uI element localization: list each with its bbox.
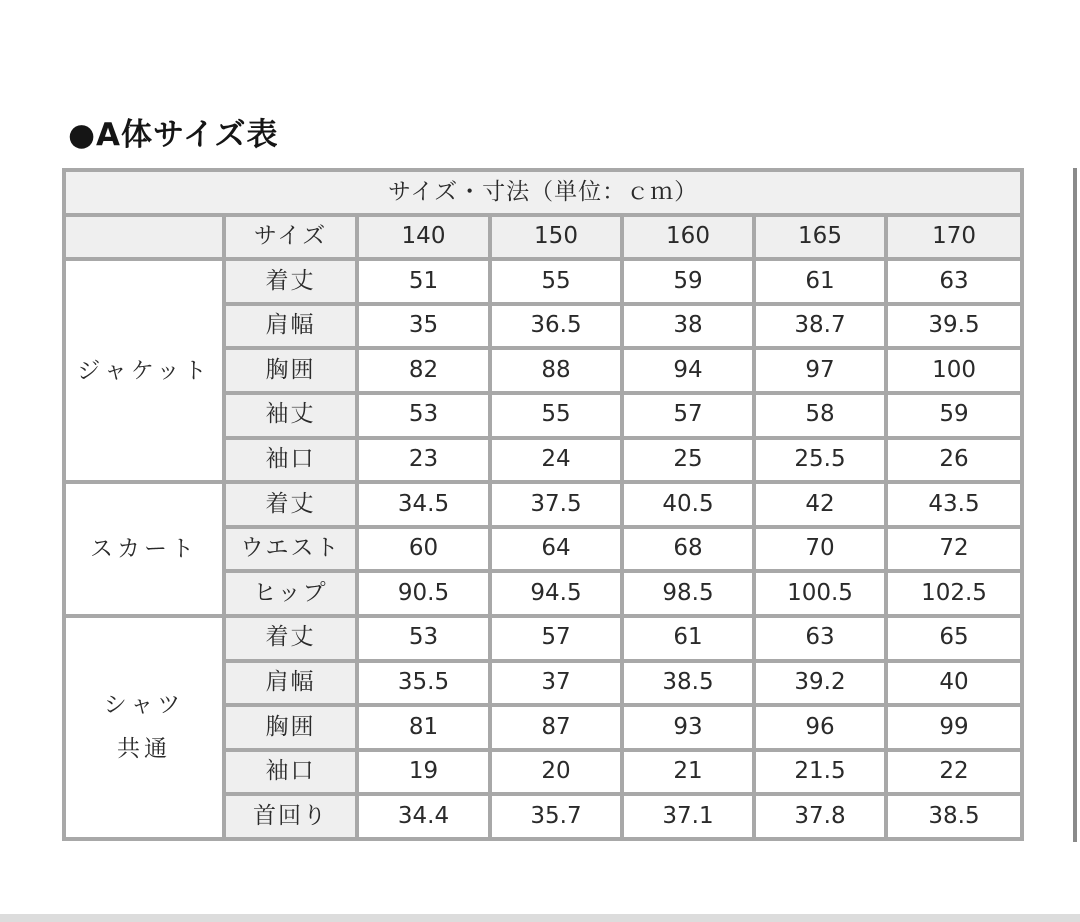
measurement-value: 24 (490, 438, 622, 483)
measurement-value: 63 (886, 259, 1022, 304)
measurement-value: 68 (622, 527, 754, 572)
measurement-value: 70 (754, 527, 886, 572)
measurement-value: 90.5 (357, 571, 490, 616)
measurement-label: 着丈 (224, 482, 357, 527)
measurement-value: 63 (754, 616, 886, 661)
header-corner-cell (64, 215, 224, 260)
measurement-value: 87 (490, 705, 622, 750)
measurement-value: 38.5 (622, 661, 754, 706)
measurement-value: 55 (490, 259, 622, 304)
measurement-value: 96 (754, 705, 886, 750)
group-label-shirt (64, 616, 224, 839)
measurement-label: 着丈 (224, 259, 357, 304)
measurement-value: 40.5 (622, 482, 754, 527)
measurement-value: 38.5 (886, 794, 1022, 839)
group-label-skirt (64, 482, 224, 616)
measurement-value: 53 (357, 616, 490, 661)
group-label-line: ジャケット (77, 357, 211, 384)
measurement-value: 100.5 (754, 571, 886, 616)
measurement-value: 100 (886, 348, 1022, 393)
measurement-value: 94.5 (490, 571, 622, 616)
measurement-value: 57 (622, 393, 754, 438)
measurement-label: 首回り (224, 794, 357, 839)
table-row (64, 482, 1022, 527)
measurement-value: 51 (357, 259, 490, 304)
measurement-value: 39.5 (886, 304, 1022, 349)
table-title-row (64, 170, 1022, 215)
group-label-jacket (64, 259, 224, 482)
measurement-value: 40 (886, 661, 1022, 706)
measurement-value: 37.8 (754, 794, 886, 839)
measurement-value: 99 (886, 705, 1022, 750)
measurement-value: 36.5 (490, 304, 622, 349)
measurement-value: 20 (490, 750, 622, 795)
measurement-value: 102.5 (886, 571, 1022, 616)
page-title: ●A体サイズ表 (68, 117, 279, 153)
measurement-value: 59 (886, 393, 1022, 438)
measurement-value: 64 (490, 527, 622, 572)
measurement-value: 58 (754, 393, 886, 438)
measurement-label: 着丈 (224, 616, 357, 661)
measurement-value: 57 (490, 616, 622, 661)
measurement-value: 61 (622, 616, 754, 661)
size-header-140: 140 (357, 215, 490, 260)
measurement-value: 65 (886, 616, 1022, 661)
measurement-value: 93 (622, 705, 754, 750)
measurement-value: 19 (357, 750, 490, 795)
measurement-label: ウエスト (224, 527, 357, 572)
measurement-value: 37.1 (622, 794, 754, 839)
size-header-150: 150 (490, 215, 622, 260)
size-header-165: 165 (754, 215, 886, 260)
measurement-value: 34.5 (357, 482, 490, 527)
group-label-line: 共通 (117, 736, 171, 763)
table-title: サイズ・寸法（単位：ｃｍ） (64, 170, 1022, 215)
measurement-value: 97 (754, 348, 886, 393)
measurement-value: 35.5 (357, 661, 490, 706)
measurement-label: 袖口 (224, 438, 357, 483)
measurement-value: 43.5 (886, 482, 1022, 527)
measurement-label: 袖丈 (224, 393, 357, 438)
measurement-value: 61 (754, 259, 886, 304)
measurement-value: 25 (622, 438, 754, 483)
right-edge-divider (1073, 168, 1077, 842)
group-label-line: シャツ (103, 692, 185, 719)
measurement-value: 88 (490, 348, 622, 393)
bottom-edge-divider (0, 914, 1080, 922)
measurement-value: 21 (622, 750, 754, 795)
measurement-value: 38 (622, 304, 754, 349)
measurement-label: 袖口 (224, 750, 357, 795)
measurement-label: 肩幅 (224, 304, 357, 349)
measurement-label: 肩幅 (224, 661, 357, 706)
measurement-value: 94 (622, 348, 754, 393)
measurement-value: 37.5 (490, 482, 622, 527)
measurement-value: 37 (490, 661, 622, 706)
measurement-value: 82 (357, 348, 490, 393)
measurement-value: 39.2 (754, 661, 886, 706)
table-row (64, 259, 1022, 304)
size-table (62, 168, 1024, 841)
size-header-160: 160 (622, 215, 754, 260)
measurement-value: 23 (357, 438, 490, 483)
measurement-value: 22 (886, 750, 1022, 795)
measurement-value: 72 (886, 527, 1022, 572)
group-label-line: スカート (90, 536, 198, 563)
measurement-label: ヒップ (224, 571, 357, 616)
measurement-label: 胸囲 (224, 705, 357, 750)
measurement-value: 55 (490, 393, 622, 438)
measurement-value: 21.5 (754, 750, 886, 795)
measurement-value: 38.7 (754, 304, 886, 349)
measurement-value: 60 (357, 527, 490, 572)
measurement-value: 53 (357, 393, 490, 438)
size-header-label: サイズ (224, 215, 357, 260)
measurement-value: 35 (357, 304, 490, 349)
measurement-value: 42 (754, 482, 886, 527)
measurement-value: 81 (357, 705, 490, 750)
measurement-value: 59 (622, 259, 754, 304)
measurement-label: 胸囲 (224, 348, 357, 393)
size-header-row (64, 215, 1022, 260)
measurement-value: 25.5 (754, 438, 886, 483)
table-row (64, 616, 1022, 661)
measurement-value: 98.5 (622, 571, 754, 616)
measurement-value: 34.4 (357, 794, 490, 839)
size-header-170: 170 (886, 215, 1022, 260)
measurement-value: 26 (886, 438, 1022, 483)
measurement-value: 35.7 (490, 794, 622, 839)
